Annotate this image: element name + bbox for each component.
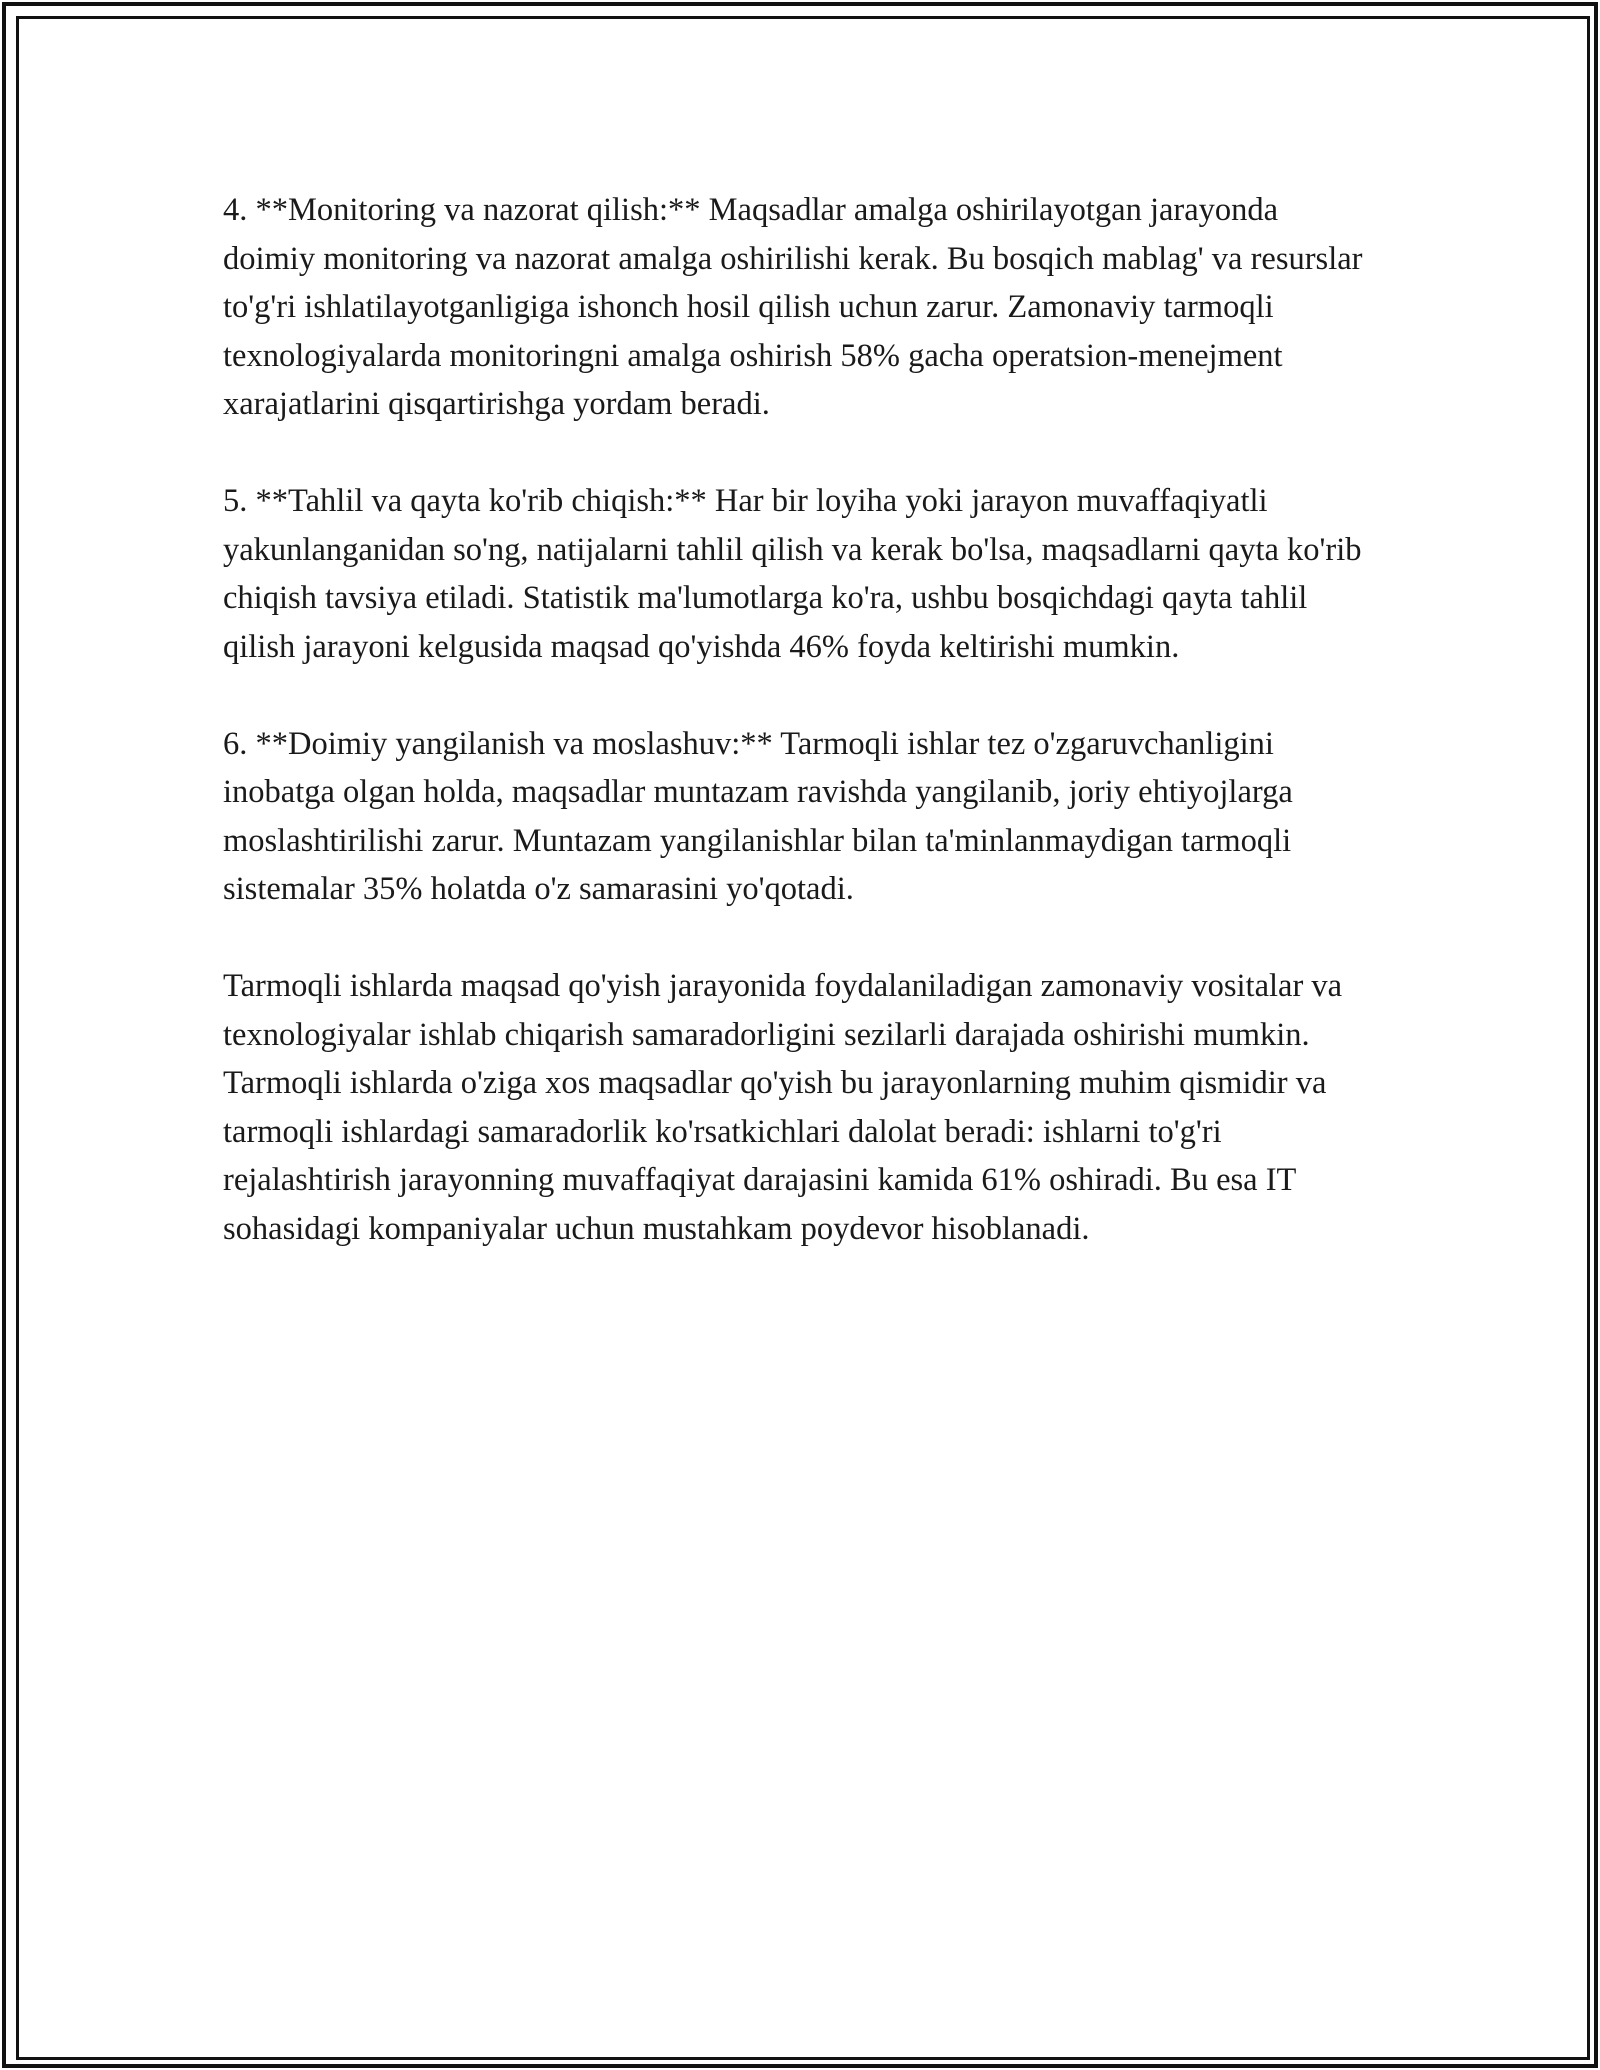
paragraph-updating: 6. **Doimiy yangilanish va moslashuv:** Tarmoqli ishlar tez o'zgaruvchanligini inobatga olgan holda, maqsadlar muntazam ravishda yangilanib, joriy ehtiyojlarga moslashtirilishi zarur. Muntazam yangilanishlar bilan ta'minlanmaydigan tarmoqli sistemalar 35% holatda o'z samarasini yo'qotadi. (223, 725, 1293, 907)
paragraph-conclusion: Tarmoqli ishlarda maqsad qo'yish jarayonida foydalaniladigan zamonaviy vositalar va texnologiyalar ishlab chiqarish samaradorligini sezilarli darajada oshirishi mumkin. Tarmoqli ishlarda o'ziga xos maqsadlar qo'yish bu jarayonlarning muhim qismidir va tarmoqli ishlardagi samaradorlik ko'rsatkichlari dalolat beradi: ishlarni to'g'ri rejalashtirish jarayonning muvaffaqiyat darajasini kamida 61% oshiradi. Bu esa IT sohasidagi kompaniyalar uchun mustahkam poydevor hisoblanadi. (223, 968, 1343, 1247)
paragraph-monitoring: 4. **Monitoring va nazorat qilish:** Maqsadlar amalga oshirilayotgan jarayonda doimiy monitoring va nazorat amalga oshirilishi kerak. Bu bosqich mablag' va resurslar to'g'ri ishlatilayotganligiga ishonch hosil qilish uchun zarur. Zamonaviy tarmoqli texnologiyalarda monitoringni amalga oshirish 58% gacha operatsion-menejment xarajatlarini qisqartirishga yordam beradi. (223, 192, 1363, 422)
paragraph-analysis: 5. **Tahlil va qayta ko'rib chiqish:** Har bir loyiha yoki jarayon muvaffaqiyatli yakunlanganidan so'ng, natijalarni tahlil qilish va kerak bo'lsa, maqsadlarni qayta ko'rib chiqish tavsiya etiladi. Statistik ma'lumotlarga ko'ra, ushbu bosqichdagi qayta tahlil qilish jarayoni kelgusida maqsad qo'yishda 46% foyda keltirishi mumkin. (223, 483, 1362, 665)
document-body (223, 186, 1373, 1253)
